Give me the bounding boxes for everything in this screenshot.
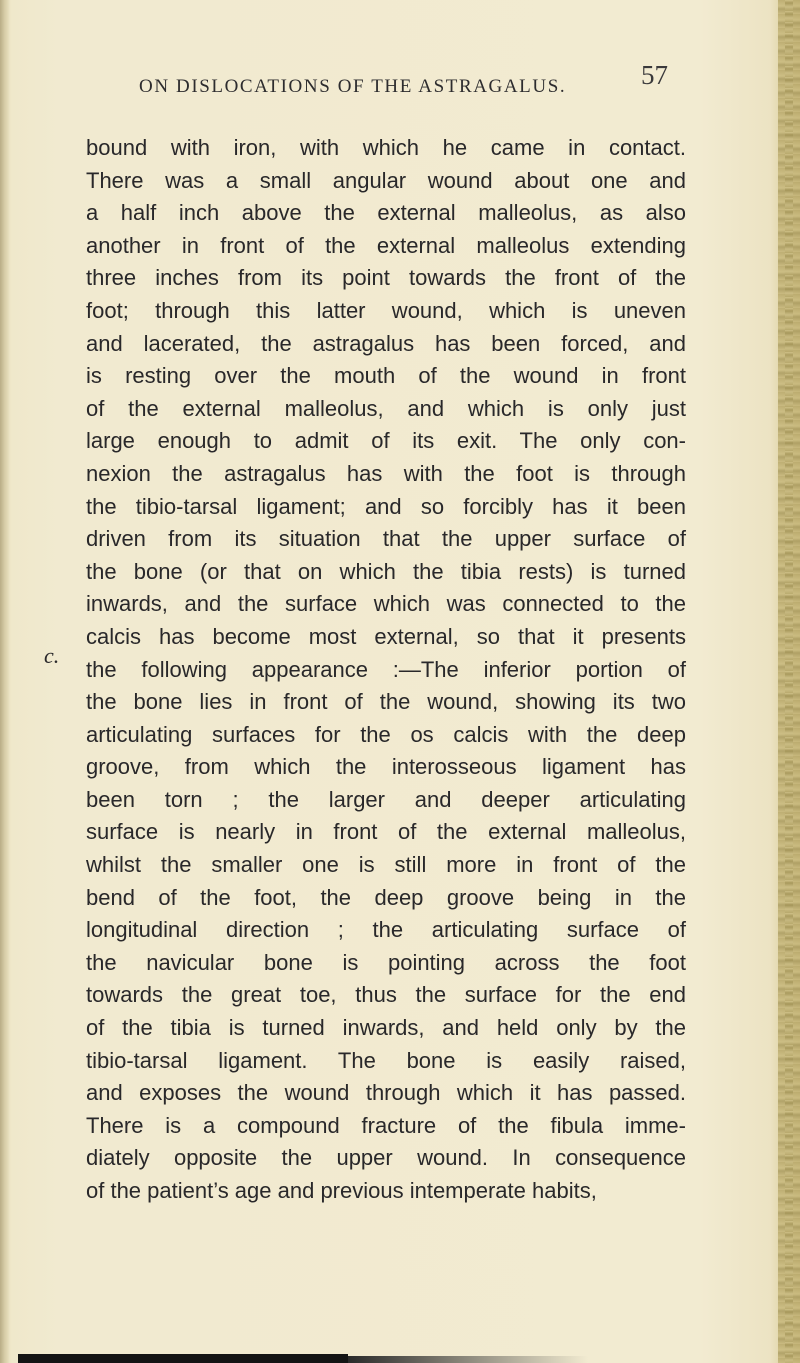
text-line: whilst the smaller one is still more in front of the [86, 852, 686, 878]
text-line: of the tibia is turned inwards, and held only by the [86, 1015, 686, 1041]
text-line: three inches from its point towards the front of the [86, 265, 686, 291]
text-line: inwards, and the surface which was connected to the [86, 591, 686, 617]
text-line: calcis has become most external, so that it presents [86, 623, 686, 649]
text-line: longitudinal direction ; the articulating surface of [86, 917, 686, 943]
text-line: large enough to admit of its exit. The only con- [86, 428, 686, 454]
text-line: towards the great toe, thus the surface for the end [86, 982, 686, 1008]
text-line: a half inch above the external malleolus, as also [86, 200, 686, 226]
text-line: is resting over the mouth of the wound in front [86, 363, 686, 389]
text-line: There is a compound fracture of the fibula imme- [86, 1112, 686, 1138]
text-line: the bone lies in front of the wound, showing its two [86, 689, 686, 715]
text-line: the tibio-tarsal ligament; and so forcibly has it been [86, 493, 686, 519]
text-line: the navicular bone is pointing across the foot [86, 949, 686, 975]
page-left-edge [0, 0, 10, 1363]
text-line: and lacerated, the astragalus has been forced, and [86, 330, 686, 356]
running-header: ON DISLOCATIONS OF THE ASTRAGALUS. [139, 76, 567, 97]
text-line: driven from its situation that the upper surface of [86, 526, 686, 552]
text-line: tibio-tarsal ligament. The bone is easily raised, [86, 1047, 686, 1073]
text-line: bend of the foot, the deep groove being in the [86, 884, 686, 910]
text-line: diately opposite the upper wound. In consequence [86, 1145, 686, 1171]
text-line: and exposes the wound through which it has passed. [86, 1080, 686, 1106]
text-line: nexion the astragalus has with the foot is through [86, 460, 686, 486]
margin-mark: c. [44, 643, 60, 668]
text-line: of the patient’s age and previous intemperate habits, [86, 1178, 597, 1203]
text-line: another in front of the external malleolus extending [86, 232, 686, 258]
body-text [86, 132, 686, 1208]
text-line: articulating surfaces for the os calcis with the deep [86, 721, 686, 747]
bottom-rule-fade [348, 1356, 588, 1363]
text-line: groove, from which the interosseous ligament has [86, 754, 686, 780]
page-right-edge-texture [785, 0, 793, 1363]
text-line: There was a small angular wound about one and [86, 167, 686, 193]
text-line: surface is nearly in front of the external malleolus, [86, 819, 686, 845]
bottom-rule [18, 1354, 348, 1363]
text-line: been torn ; the larger and deeper articulating [86, 786, 686, 812]
page-number: 57 [641, 60, 668, 90]
text-line: bound with iron, with which he came in contact. [86, 135, 686, 160]
text-line: the bone (or that on which the tibia rests) is turned [86, 558, 686, 584]
text-line: of the external malleolus, and which is only just [86, 395, 686, 421]
text-line: the following appearance :—The inferior portion of [86, 656, 686, 682]
text-line: foot; through this latter wound, which is uneven [86, 297, 686, 323]
